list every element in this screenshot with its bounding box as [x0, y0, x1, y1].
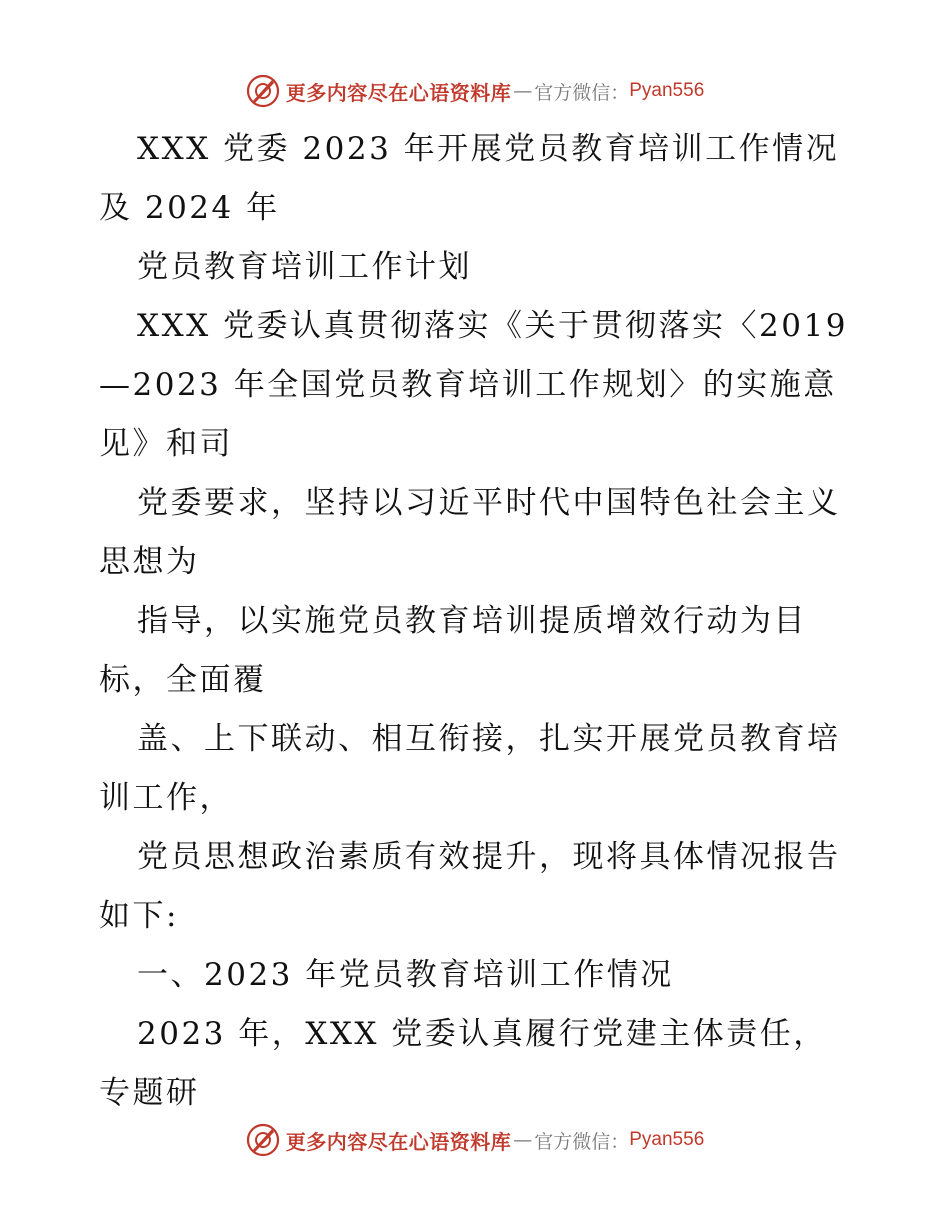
watermark-header [0, 71, 950, 111]
doc-paragraph: 党员思想政治素质有效提升，现将具体情况报告如下: [99, 839, 841, 934]
doc-title-line-1: XXX 党委 2023 年开展党员教育培训工作情况及 2024 年 [99, 131, 840, 226]
doc-paragraph: 盖、上下联动、相互衔接，扎实开展党员教育培训工作， [99, 721, 841, 816]
doc-paragraph: XXX 党委认真贯彻落实《关于贯彻落实〈2019—2023 年全国党员教育培训工作规划〉的实施意见》和司 [99, 308, 848, 462]
document-body [99, 120, 859, 1123]
doc-title-line-2: 党员教育培训工作计划 [137, 249, 472, 285]
watermark-dash: — [513, 80, 533, 102]
watermark-brand: 更多内容尽在心语资料库 [285, 1129, 512, 1154]
quill-logo-icon [246, 1123, 280, 1157]
watermark-official-label: 官方微信： [534, 1130, 630, 1153]
watermark-brand: 更多内容尽在心语资料库 [285, 80, 512, 105]
quill-logo-icon [246, 74, 280, 108]
watermark-wechat-id: Pyan556 [629, 1129, 705, 1150]
watermark-wechat-id: Pyan556 [629, 80, 705, 101]
section-heading-1: 一、2023 年党员教育培训工作情况 [137, 957, 674, 993]
doc-paragraph: 2023 年，XXX 党委认真履行党建主体责任，专题研 [99, 1016, 827, 1111]
doc-paragraph: 党委要求，坚持以习近平时代中国特色社会主义思想为 [99, 485, 841, 580]
watermark-dash: — [513, 1129, 533, 1151]
watermark-footer [0, 1120, 950, 1160]
watermark-official-label: 官方微信： [534, 81, 630, 104]
doc-paragraph: 指导，以实施党员教育培训提质增效行动为目标，全面覆 [99, 603, 807, 698]
